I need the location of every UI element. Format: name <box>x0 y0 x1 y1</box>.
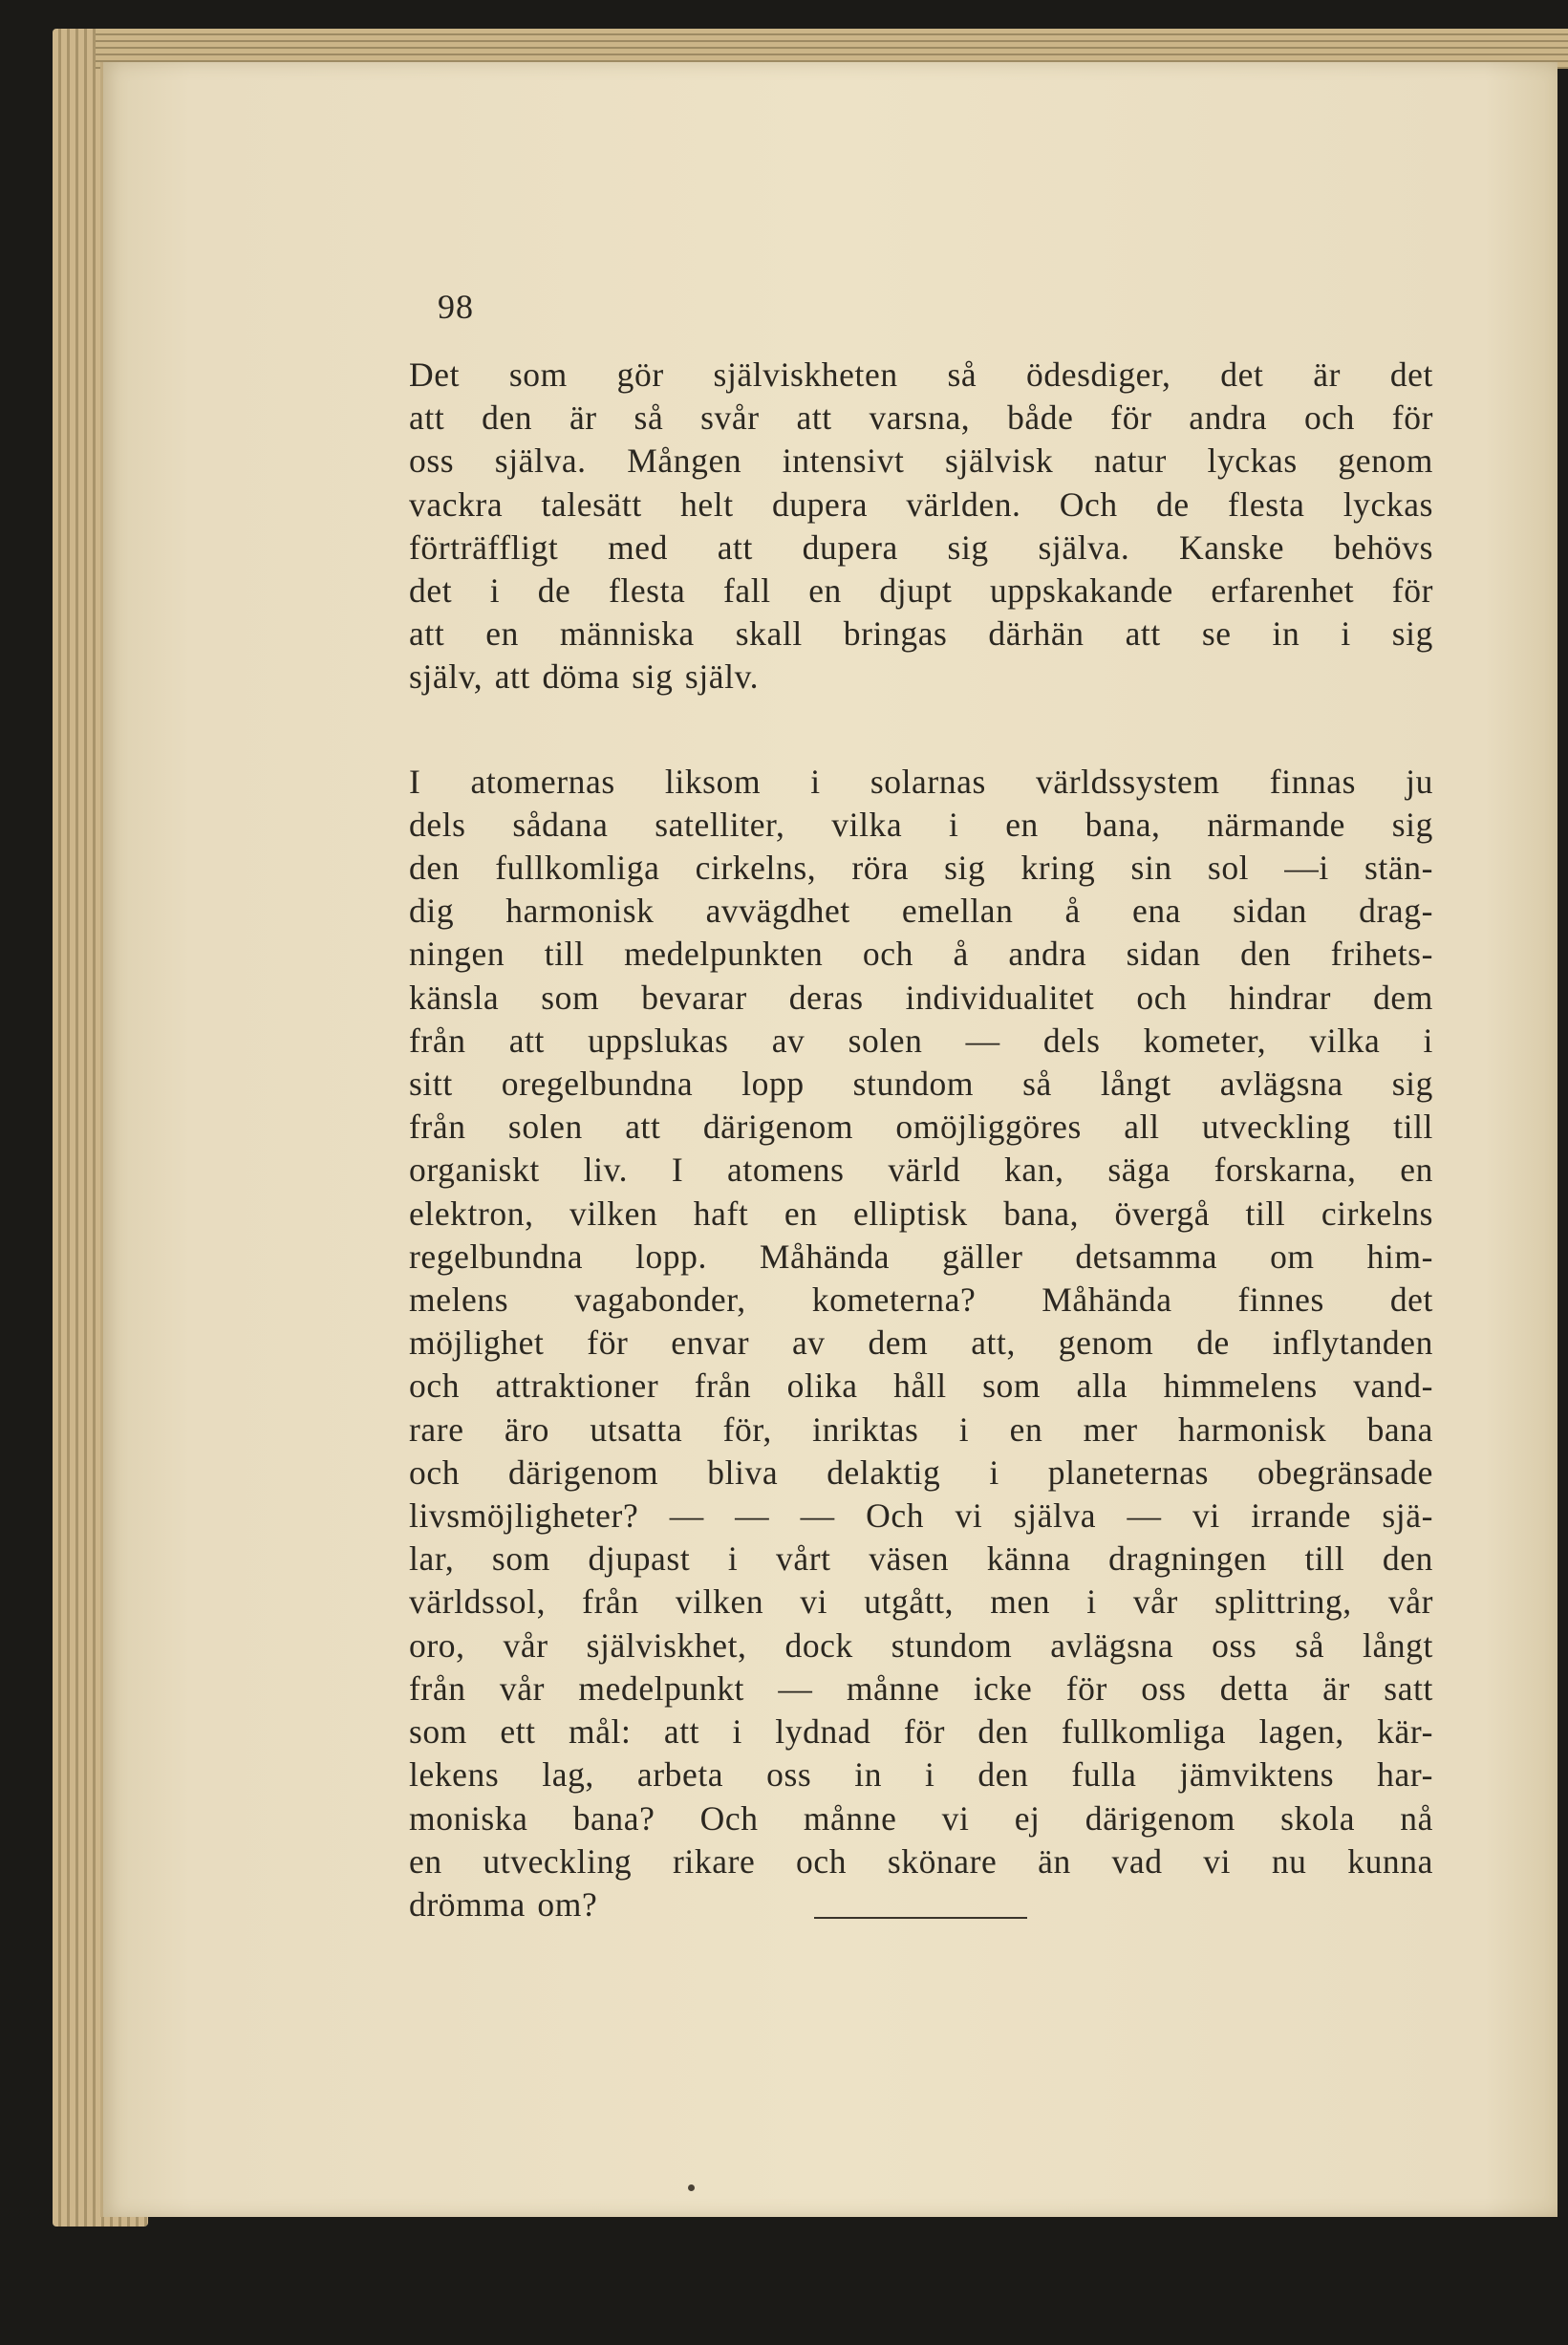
text-line: från vår medelpunkt — månne icke för oss detta är satt <box>409 1668 1433 1708</box>
text-line: lekens lag, arbeta oss in i den fulla jämviktens har- <box>409 1755 1433 1795</box>
text-line: världssol, från vilken vi utgått, men i vår splittring, vår <box>409 1582 1433 1622</box>
text-line: organiskt liv. I atomens värld kan, säga forskarna, en <box>409 1151 1433 1190</box>
text-line: rare äro utsatta för, inriktas i en mer harmonisk bana <box>409 1409 1433 1449</box>
text-line: livsmöjligheter? — — — Och vi själva — vi irrande sjä- <box>409 1496 1433 1536</box>
text-line: en utveckling rikare och skönare än vad vi nu kunna <box>409 1841 1433 1881</box>
text-line: möjlighet för envar av dem att, genom de inflytanden <box>409 1323 1433 1363</box>
text-line: elektron, vilken haft en elliptisk bana, övergå till cirkelns <box>409 1194 1433 1233</box>
text-line: sitt oregelbundna lopp stundom så långt avlägsna sig <box>409 1065 1433 1104</box>
text-line: dig harmonisk avvägdhet emellan å ena sidan drag- <box>409 892 1433 931</box>
text-line: från solen att därigenom omöjliggöres all utveckling till <box>409 1108 1433 1147</box>
text-line: moniska bana? Och månne vi ej därigenom skola nå <box>409 1798 1433 1838</box>
text-line: och därigenom bliva delaktig i planeternas obegränsade <box>409 1452 1433 1492</box>
text-line: det i de flesta fall en djupt uppskakande erfarenhet för <box>409 571 1433 611</box>
text-line: regelbundna lopp. Måhända gäller detsamma om him- <box>409 1237 1433 1276</box>
text-line: att den är så svår att varsna, både för andra och för <box>409 398 1433 438</box>
text-line: oss själva. Mången intensivt självisk natur lyckas genom <box>409 441 1433 481</box>
text-line: förträffligt med att dupera sig själva. Kanske behövs <box>409 527 1433 567</box>
text-line: och attraktioner från olika håll som alla himmelens vand- <box>409 1366 1433 1406</box>
text-line: oro, vår själviskhet, dock stundom avlägsna oss så långt <box>409 1625 1433 1665</box>
section-end-rule <box>814 1917 1027 1919</box>
text-line: själv, att döma sig själv. <box>409 657 760 697</box>
text-line: känsla som bevarar deras individualitet och hindrar dem <box>409 978 1433 1017</box>
page-number: 98 <box>438 288 474 326</box>
ink-speck <box>688 2184 695 2191</box>
text-line: den fullkomliga cirkelns, röra sig kring sin sol —i stän- <box>409 849 1433 888</box>
body-text <box>409 354 1433 1926</box>
text-line: att en människa skall bringas därhän att se in i sig <box>409 614 1433 654</box>
text-line: från att uppslukas av solen — dels kometer, vilka i <box>409 1021 1433 1060</box>
text-line: som ett mål: att i lydnad för den fullkomliga lagen, kär- <box>409 1712 1433 1752</box>
text-line: ningen till medelpunkten och å andra sidan den frihets- <box>409 935 1433 974</box>
paragraph-1 <box>409 354 1433 699</box>
text-line: melens vagabonder, kometerna? Måhända finnes det <box>409 1280 1433 1320</box>
text-line: I atomernas liksom i solarnas världssystem finnas ju <box>409 762 1433 801</box>
paragraph-2 <box>409 761 1433 1926</box>
text-line: dels sådana satelliter, vilka i en bana, närmande sig <box>409 805 1433 844</box>
text-line: lar, som djupast i vårt väsen känna dragningen till den <box>409 1539 1433 1579</box>
text-line: Det som gör själviskheten så ödesdiger, det är det <box>409 355 1433 394</box>
text-line: drömma om? <box>409 1884 598 1924</box>
text-line: vackra talesätt helt dupera världen. Och de flesta lyckas <box>409 484 1433 524</box>
